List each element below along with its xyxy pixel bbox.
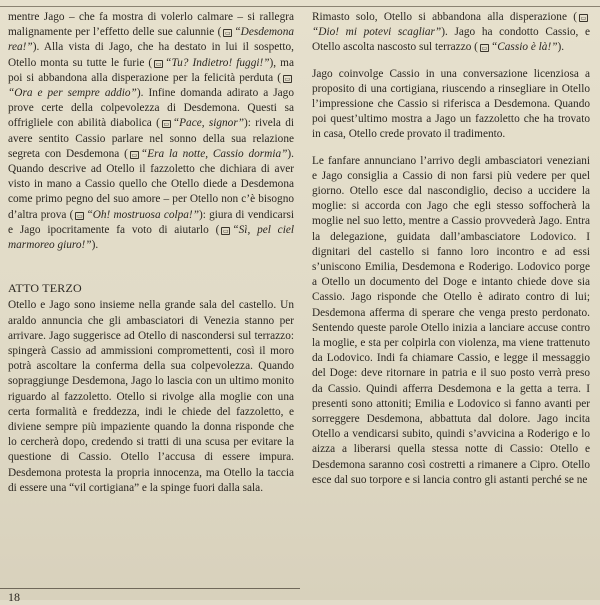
quoted-aria-reference: “Era la notte, Cassio dormia”	[140, 147, 288, 160]
quoted-aria-reference: “Cassio è là!”	[490, 41, 558, 54]
section-title: ATTO TERZO	[8, 281, 82, 296]
quoted-aria-reference: “Desdemona rea!”	[8, 26, 294, 54]
quoted-aria-reference: “Tu? Indietro! fuggi!”	[165, 56, 270, 69]
quoted-aria-reference: “Pace, signor”	[172, 117, 244, 130]
right-paragraph-2: Jago coinvolge Cassio in una conversazione licenziosa a proposito di una cortigiana, riuscendo a rinsegliare in Otello l’impressione che Cassio si riferisca a Desdemona. Quando poi quest’ultimo mostra a Jago un fazzoletto che ha trovato in casa, Otello crede provato il tradimento.	[312, 67, 590, 141]
cd-track-icon: ▭	[131, 152, 138, 159]
cd-track-icon: ▭	[163, 122, 170, 129]
cd-track-icon: ▭	[155, 61, 162, 68]
cd-track-icon: ▭	[284, 76, 291, 83]
left-paragraph-1: mentre Jago – che fa mostra di volerlo calmare – si rallegra malignamente per l’effetto delle sue calunnie ( ▭ “Desdemona rea!”). Alla vista di Jago, che ha destato in lui il sospetto, Otello monta su tutte le furie ( ▭ “Tu? Indietro! fuggi!”), ma poi si abbandona alla disperazione per la felicità perduta ( ▭“Ora e per sempre addio”). Infine domanda adirato a Jago prove certe della colpevolezza di Desdemona. Questi sa offrigliele con abilità diabolica ( ▭ “Pace, signor”): rivela di avere sentito Cassio parlare nel sonno della sua relazione segreta con Desdemona ( ▭ “Era la notte, Cassio dormia”). Quando descrive ad Otello il fazzoletto che dichiara di aver visto in mano a Cassio quello che Otello diede a Desdemona come primo pegno del suo amore – per Otello non c’è bisogno d’altra prova ( ▭ “Oh! mostruosa colpa!”): giura di vendicarsi e Jago ipocritamente fa voto di aiutarlo ( ▭ “Sì, pel ciel marmoreo giuro!”).	[8, 11, 294, 252]
quoted-aria-reference: “Dio! mi potevi scagliar”	[312, 26, 442, 39]
quoted-aria-reference: “Sì, pel ciel marmoreo giuro!”	[8, 223, 294, 252]
right-paragraph-3: Le fanfare annunciano l’arrivo degli ambasciatori veneziani e Jago consiglia a Cassio di non farsi più vedere per quel giorno. Otello esce dal nascondiglio, deciso a uccidere la moglie: si accorda con Jago che egli stesso soffocherà la moglie nel suo letto, mentre a Cassio provvederà Jago. Entra la delegazione, guidata dall’ambasciatore Lodovico. I dignitari del castello si fanno loro incontro e ad essi s’uniscono Emilia, Desdemona e Roderigo. Lodovico porge a Otello un documento del Doge e intanto chiede dove sia Cassio. Jago risponde che Otello è adirato contro di lui; Desdemona afferma di sperare che venga presto perdonato. Sentendo queste parole Otello inizia a lanciare accuse contro la moglie, e sta per colpirla con violenza, ma viene trattenuto da Lodovico. Indi fa chiamare Cassio, e legge il messaggio del Doge: deve ritornare in patria e il suo posto verrà preso da Cassio. Quindi afferra Desdemona e la getta a terra. I presenti sono attoniti; Emilia e Lodovico si fanno avanti per sorreggere Desdemona, abbattuta dal dolore. Jago incita Otello a vendicarsi subito, quindi s’avvicina a Roderigo e lo aizza a liberarsi quella stessa notte di Cassio: Otello e Desdemona saranno così costretti a rimanere a Cipro. Otello esce dal suo torpore e si lancia contro gli astanti perché se ne	[312, 154, 590, 486]
bottom-rule	[0, 588, 300, 589]
top-rule	[0, 6, 600, 7]
cd-track-icon: ▭	[580, 16, 587, 22]
cd-track-icon: ▭	[77, 213, 83, 220]
right-column	[312, 10, 590, 499]
left-paragraph-2: Otello e Jago sono insieme nella grande sala del castello. Un araldo annuncia che gli ambasciatori di Venezia stanno per arrivare. Jago suggerisce ad Otello di nascondersi sul terrazzo: spingerà Cassio ad ammissioni compromettenti, così il moro potrà ascoltare la conferma della sua colpevolezza. Quando sopraggiunge Desdemona, Jago lo lascia con un ultimo monito riguardo al fazzoletto. Otello si rivolge alla moglie con una certa formalità e freddezza, indi le chiede del fazzoletto, e diviene sempre più impaziente quando la donna risponde che lo cercherà dopo, credendo si tratti di una scusa per evitare la questione di Cassio. Otello l’accusa di essere impura. Desdemona protesta la propria innocenza, ma Otello la taccia di essere una “vil cortigiana” e la spinge fuori dalla sala.	[8, 299, 294, 494]
cd-track-icon: ▭	[225, 31, 231, 38]
right-paragraph-1: Rimasto solo, Otello si abbandona alla disperazione ( ▭“Dio! mi potevi scagliar”). Jago ha condotto Cassio, e Otello ascolta nascosto sul terrazzo ( ▭ “Cassio è là!”).	[312, 11, 590, 54]
left-column	[8, 10, 294, 507]
cd-track-icon: ▭	[223, 228, 229, 235]
page-number: 18	[8, 590, 20, 604]
quoted-aria-reference: “Oh! mostruosa colpa!”	[86, 208, 199, 221]
cd-track-icon: ▭	[481, 46, 488, 53]
quoted-aria-reference: “Ora e per sempre addio”	[8, 87, 137, 100]
